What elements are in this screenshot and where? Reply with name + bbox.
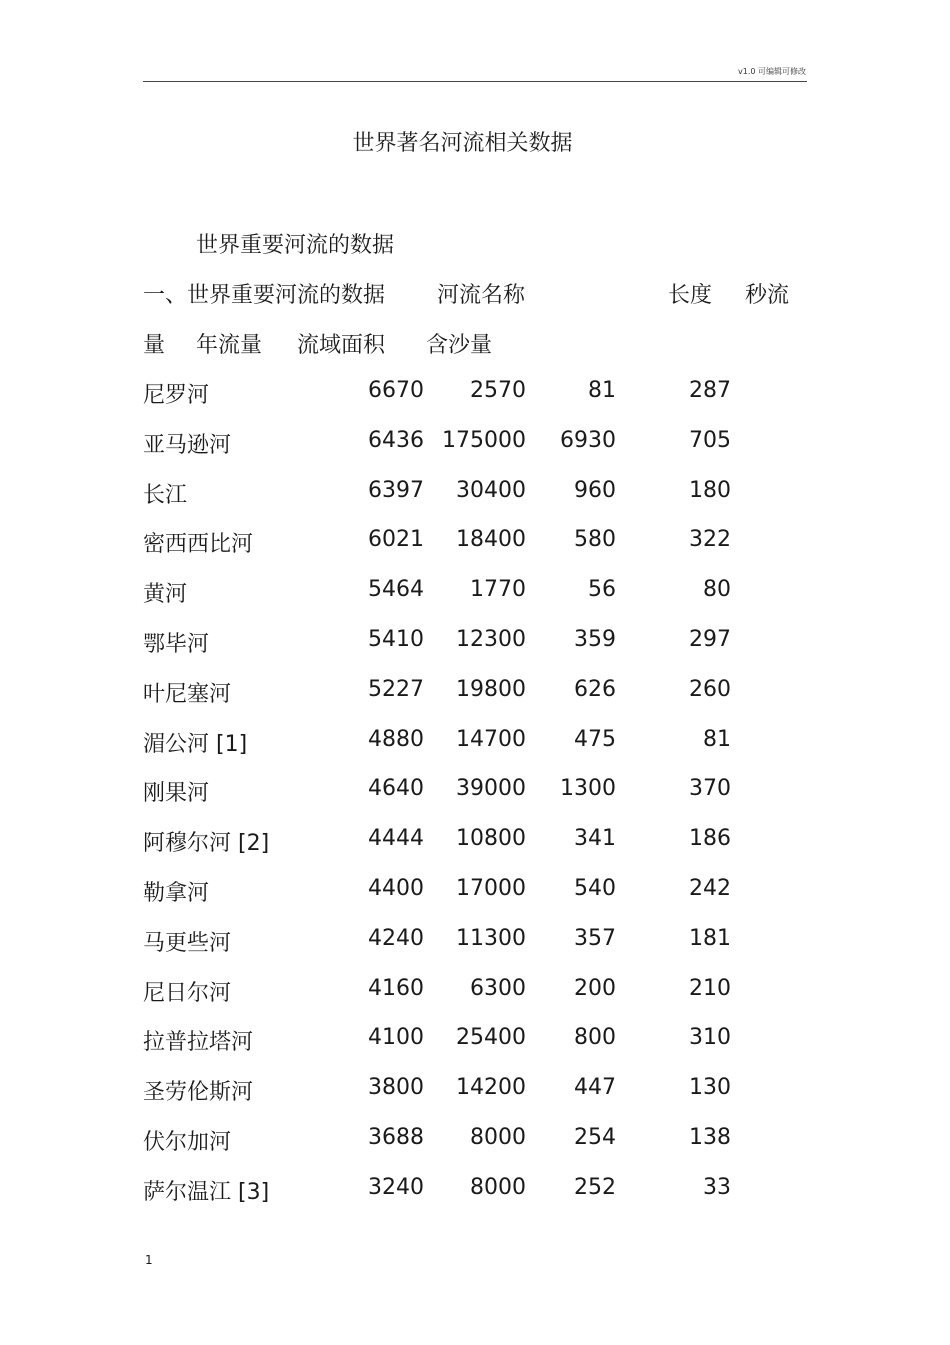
river-basin-area: 6930 xyxy=(560,427,616,453)
river-basin-area: 626 xyxy=(574,676,616,702)
river-sediment: 33 xyxy=(703,1174,731,1200)
river-sediment: 180 xyxy=(689,477,731,503)
table-row xyxy=(0,378,950,412)
table-row xyxy=(0,776,950,810)
river-name: 萨尔温江 [3] xyxy=(143,1179,270,1205)
river-length: 4880 xyxy=(368,726,424,752)
river-annual-flow: 11300 xyxy=(456,925,526,951)
river-annual-flow: 8000 xyxy=(470,1174,526,1200)
river-sediment: 130 xyxy=(689,1075,731,1101)
table-row xyxy=(0,627,950,661)
river-name: 鄂毕河 xyxy=(143,632,210,657)
river-name: 长江 xyxy=(143,482,188,508)
river-annual-flow: 14700 xyxy=(456,726,526,752)
river-annual-flow: 19800 xyxy=(456,676,526,702)
column-header-sediment: 含沙量 xyxy=(426,333,493,358)
column-header-basin-area: 流域面积 xyxy=(297,333,386,358)
river-annual-flow: 30400 xyxy=(456,477,526,503)
river-basin-area: 81 xyxy=(588,378,616,403)
header-divider xyxy=(143,81,807,82)
river-annual-flow: 17000 xyxy=(456,876,526,901)
river-sediment: 210 xyxy=(689,975,731,1001)
table-row xyxy=(0,826,950,860)
river-sediment: 260 xyxy=(689,676,731,702)
table-row xyxy=(0,677,950,711)
table-row xyxy=(0,1075,950,1109)
river-length: 3688 xyxy=(368,1125,424,1150)
river-annual-flow: 25400 xyxy=(456,1025,526,1051)
river-length: 3800 xyxy=(368,1075,424,1101)
river-length: 6670 xyxy=(368,378,424,403)
river-sediment: 310 xyxy=(689,1025,731,1051)
river-sediment: 80 xyxy=(703,577,731,603)
river-annual-flow: 1770 xyxy=(470,577,526,603)
river-name: 勒拿河 xyxy=(143,881,210,906)
column-header-river-name: 河流名称 xyxy=(437,283,526,308)
intro-heading: 一、世界重要河流的数据 xyxy=(143,283,386,308)
river-basin-area: 359 xyxy=(574,627,616,652)
river-length: 5410 xyxy=(368,627,424,652)
river-basin-area: 357 xyxy=(574,925,616,951)
river-sediment: 322 xyxy=(689,527,731,553)
river-basin-area: 447 xyxy=(574,1075,616,1101)
river-basin-area: 960 xyxy=(574,477,616,503)
table-row xyxy=(0,428,950,462)
river-length: 6021 xyxy=(368,527,424,553)
river-length: 6436 xyxy=(368,427,424,453)
river-length: 4400 xyxy=(368,876,424,901)
river-name: 阿穆尔河 [2] xyxy=(143,831,270,857)
river-length: 5464 xyxy=(368,577,424,603)
river-name: 尼日尔河 xyxy=(143,980,232,1006)
river-length: 5227 xyxy=(368,676,424,702)
river-name: 伏尔加河 xyxy=(143,1130,232,1155)
river-basin-area: 252 xyxy=(574,1174,616,1200)
river-length: 4444 xyxy=(368,826,424,852)
river-basin-area: 254 xyxy=(574,1125,616,1150)
river-annual-flow: 8000 xyxy=(470,1125,526,1150)
river-annual-flow: 2570 xyxy=(470,378,526,403)
river-annual-flow: 14200 xyxy=(456,1075,526,1101)
page-title: 世界著名河流相关数据 xyxy=(352,131,573,156)
river-basin-area: 56 xyxy=(588,577,616,603)
river-basin-area: 341 xyxy=(574,826,616,852)
river-basin-area: 475 xyxy=(574,726,616,752)
river-sediment: 297 xyxy=(689,627,731,652)
table-row xyxy=(0,1025,950,1059)
river-basin-area: 580 xyxy=(574,527,616,553)
river-annual-flow: 6300 xyxy=(470,975,526,1001)
page-number: 1 xyxy=(145,1253,153,1267)
river-basin-area: 200 xyxy=(574,975,616,1001)
river-name: 拉普拉塔河 xyxy=(143,1030,254,1056)
river-basin-area: 1300 xyxy=(560,776,616,802)
river-name: 刚果河 xyxy=(143,781,210,807)
river-sediment: 287 xyxy=(689,378,731,403)
river-length: 4160 xyxy=(368,975,424,1001)
table-row xyxy=(0,577,950,611)
header-version-note: v1.0 可编辑可修改 xyxy=(738,67,806,76)
river-sediment: 81 xyxy=(703,726,731,752)
column-header-flow-part1: 秒流 xyxy=(745,283,790,308)
river-sediment: 242 xyxy=(689,876,731,901)
river-sediment: 181 xyxy=(689,925,731,951)
column-header-annual-flow: 年流量 xyxy=(196,333,263,358)
river-name: 密西西比河 xyxy=(143,532,254,558)
column-header-flow-part2: 量 xyxy=(143,333,166,358)
table-row xyxy=(0,478,950,512)
river-annual-flow: 39000 xyxy=(456,776,526,802)
river-name: 圣劳伦斯河 xyxy=(143,1080,254,1106)
river-basin-area: 540 xyxy=(574,876,616,901)
river-annual-flow: 175000 xyxy=(442,427,526,453)
river-annual-flow: 10800 xyxy=(456,826,526,852)
river-length: 4240 xyxy=(368,925,424,951)
river-annual-flow: 18400 xyxy=(456,527,526,553)
table-row xyxy=(0,926,950,960)
river-sediment: 138 xyxy=(689,1125,731,1150)
table-row xyxy=(0,976,950,1010)
river-name: 尼罗河 xyxy=(143,383,210,408)
river-sediment: 186 xyxy=(689,826,731,852)
river-annual-flow: 12300 xyxy=(456,627,526,652)
river-name: 叶尼塞河 xyxy=(143,681,232,707)
river-sediment: 370 xyxy=(689,776,731,802)
river-name: 黄河 xyxy=(143,582,188,608)
river-length: 4100 xyxy=(368,1025,424,1051)
river-length: 4640 xyxy=(368,776,424,802)
river-length: 6397 xyxy=(368,477,424,503)
column-header-length: 长度 xyxy=(668,283,713,308)
table-row xyxy=(0,876,950,910)
river-length: 3240 xyxy=(368,1174,424,1200)
section-subtitle: 世界重要河流的数据 xyxy=(196,233,395,258)
table-row xyxy=(0,527,950,561)
river-name: 马更些河 xyxy=(143,930,232,956)
table-row xyxy=(0,727,950,761)
river-name: 亚马逊河 xyxy=(143,432,232,458)
table-row xyxy=(0,1125,950,1159)
river-name: 湄公河 [1] xyxy=(143,731,248,757)
table-row xyxy=(0,1175,950,1209)
river-sediment: 705 xyxy=(689,427,731,453)
river-basin-area: 800 xyxy=(574,1025,616,1051)
